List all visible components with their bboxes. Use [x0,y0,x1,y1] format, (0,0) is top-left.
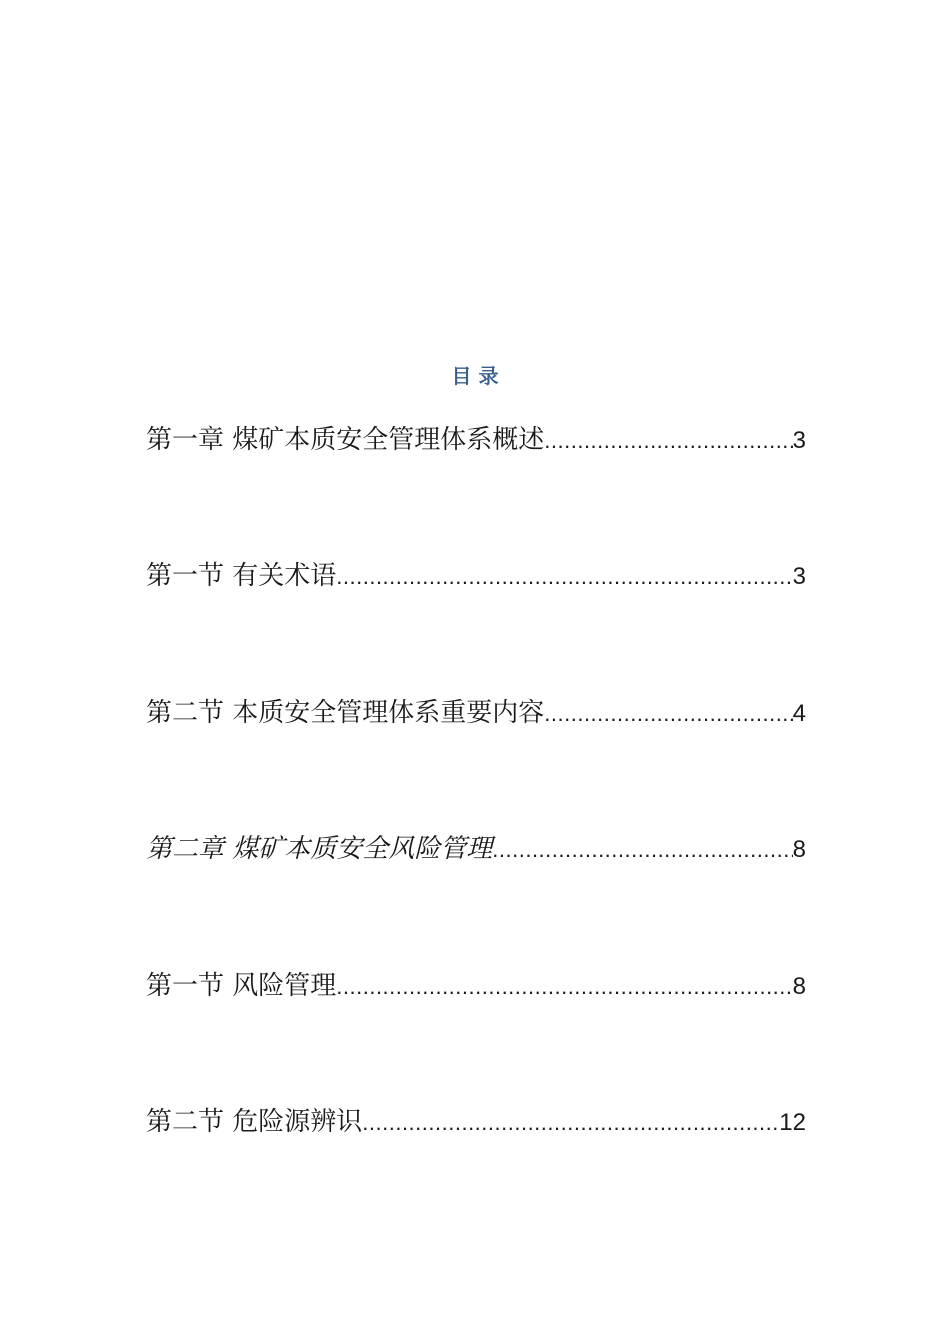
toc-entry[interactable] [146,968,806,1004]
toc-page-number: 4 [792,700,806,727]
toc-entry-text: 第一章 煤矿本质安全管理体系概述 [146,425,545,455]
toc-leader-dots [362,1105,779,1141]
toc-leader-dots [492,832,792,868]
toc-page-number: 8 [792,836,806,863]
toc-leader-dots [336,559,792,595]
toc-entry-text: 第一节 风险管理 [146,971,337,1001]
toc-leader-dots [544,423,792,459]
toc-entry-text: 第二节 本质安全管理体系重要内容 [146,698,545,728]
toc-page-number: 3 [792,563,806,590]
toc-leader-dots [336,969,792,1005]
toc-entry[interactable] [146,831,806,867]
toc-entry[interactable] [146,422,806,458]
toc-entry-text: 第一节 有关术语 [146,561,337,591]
toc-entry-text: 第二节 危险源辨识 [146,1107,363,1137]
toc-entry-text: 第二章 煤矿本质安全风险管理 [146,834,493,864]
toc-page-number: 8 [792,973,806,1000]
toc-page-number: 12 [779,1109,806,1136]
toc-title: 目 录 [451,364,499,388]
toc-entry[interactable] [146,1104,806,1140]
toc-leader-dots [544,696,792,732]
toc-entry[interactable] [146,695,806,731]
toc-entry[interactable] [146,558,806,594]
toc-page-number: 3 [792,427,806,454]
